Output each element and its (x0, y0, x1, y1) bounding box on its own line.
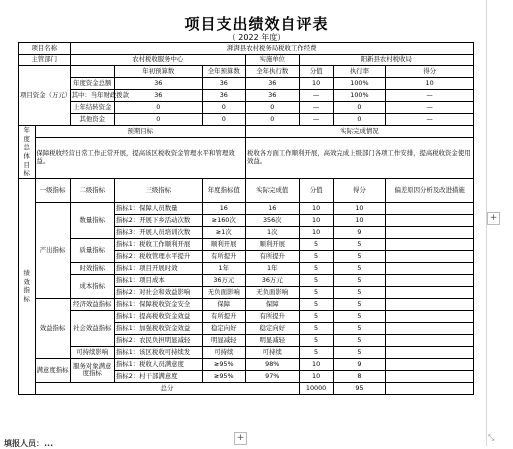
funds-cell: — (299, 102, 333, 114)
indicator-row (19, 202, 474, 214)
indicator-level2: 质量指标 (70, 238, 114, 262)
indicator-actual: 356次 (245, 214, 299, 226)
funds-cell: 0 (333, 102, 386, 114)
indicator-remark (386, 298, 474, 310)
total-weight: 10000 (299, 382, 333, 394)
indicator-row (19, 346, 474, 358)
table-resize-handle[interactable]: ⤡ (488, 433, 495, 442)
indicator-level2: 社会效益指标 (70, 310, 114, 346)
indicator-weight: 5 (299, 298, 333, 310)
indicator-level3: 指标1：项目成本 (114, 274, 202, 286)
funds-cell: 10 (386, 78, 474, 90)
indicator-score: 5 (333, 250, 386, 262)
indicator-level1: 效益指标 (35, 298, 70, 358)
indicator-col-header: 偏差原因分析及改进措施 (386, 178, 474, 202)
funds-cell: 36 (245, 90, 299, 102)
funds-cell: 0 (202, 114, 245, 126)
indicator-remark (386, 310, 474, 322)
indicator-remark (386, 226, 474, 238)
expected-goal-header: 预期目标 (35, 126, 245, 138)
indicator-weight: 5 (299, 286, 333, 298)
indicator-score: 9 (333, 358, 386, 370)
indicator-actual: 36万元 (245, 274, 299, 286)
dept-label: 主管部门 (19, 55, 71, 66)
funds-cell: — (299, 90, 333, 102)
info-section (19, 43, 474, 66)
indicator-level2: 数量指标 (70, 202, 114, 238)
indicator-level3: 指标1：提高税收资金效益 (114, 310, 202, 322)
indicator-weight: 5 (299, 310, 333, 322)
indicator-col-header: 一级指标 (35, 178, 70, 202)
add-column-button[interactable]: + (234, 432, 247, 445)
funds-col-header: 得分 (386, 66, 474, 78)
indicator-target: 稳定向好 (202, 322, 245, 334)
indicator-level2: 服务对象满意度指标 (70, 358, 114, 382)
indicator-score: 9 (333, 226, 386, 238)
indicator-side-label: 绩效指标 (19, 178, 36, 394)
indicator-score: 5 (333, 262, 386, 274)
indicator-target: 36万元 (202, 274, 245, 286)
funds-cell: — (386, 90, 474, 102)
indicator-score: 5 (333, 334, 386, 346)
funds-cell: 36 (245, 78, 299, 90)
funds-row-label: 其他资金 (70, 114, 114, 126)
funds-row (19, 78, 474, 90)
indicator-remark (386, 358, 474, 370)
indicator-remark (386, 238, 474, 250)
indicator-score: 5 (333, 346, 386, 358)
indicator-level3: 指标1：保障人员数量 (114, 202, 202, 214)
indicator-target: 无负面影响 (202, 286, 245, 298)
funds-col-header: 执行率 (333, 66, 386, 78)
indicator-level3: 指标2：村干部满意度 (114, 370, 202, 382)
indicator-level1: 满意度指标 (35, 358, 70, 382)
indicator-weight: 5 (299, 346, 333, 358)
indicator-target: ≥95% (202, 358, 245, 370)
impl-value: 阳新县农村税收局 (299, 55, 473, 66)
indicator-remark (386, 214, 474, 226)
indicator-weight: 5 (299, 262, 333, 274)
funds-cell: — (386, 102, 474, 114)
funds-col-header: 分值 (299, 66, 333, 78)
indicator-score: 5 (333, 274, 386, 286)
indicator-row (19, 310, 474, 322)
indicator-remark (386, 250, 474, 262)
doc-subtitle: （ 2022 年度） (227, 33, 286, 42)
funds-row (19, 102, 474, 114)
indicator-level3: 指标2：开展下乡活动次数 (114, 214, 202, 226)
indicator-weight: 5 (299, 274, 333, 286)
indicator-level3: 指标2：税收管理水平提升 (114, 250, 202, 262)
self-evaluation-table (18, 42, 474, 395)
indicator-level3: 指标1：项目开展时效 (114, 262, 202, 274)
indicator-level3: 指标1：税收人员满意度 (114, 358, 202, 370)
funds-label: 项目资金（万元） (19, 66, 71, 126)
indicator-remark (386, 334, 474, 346)
funds-cell: 0 (114, 114, 202, 126)
indicator-score: 5 (333, 322, 386, 334)
indicator-actual: 97% (245, 370, 299, 382)
funds-row-label: 年度资金总额 (70, 78, 114, 90)
indicator-target: 明显减轻 (202, 334, 245, 346)
indicator-actual: 1年 (245, 262, 299, 274)
indicator-weight: 10 (299, 202, 333, 214)
indicator-weight: 10 (299, 370, 333, 382)
indicator-level2: 可持续影响 (70, 346, 114, 358)
goal-section (19, 126, 474, 179)
indicator-remark (386, 274, 474, 286)
total-remark (386, 382, 474, 394)
indicator-level3: 指标1：该区税收可持续发 (114, 346, 202, 358)
indicator-col-header: 年度指标值 (202, 178, 245, 202)
funds-blank-cell (70, 66, 114, 78)
indicator-target: 16 (202, 202, 245, 214)
indicator-actual: 保障 (245, 298, 299, 310)
funds-cell: 10 (299, 78, 333, 90)
indicator-target: ≥1次 (202, 226, 245, 238)
indicator-score: 5 (333, 310, 386, 322)
doc-title: 项目支出绩效自评表 (184, 15, 329, 33)
indicator-target: 顺利开展 (202, 238, 245, 250)
indicator-score: 8 (333, 370, 386, 382)
indicator-remark (386, 346, 474, 358)
indicator-section (19, 178, 474, 394)
indicator-level3: 指标1：税收工作顺利开展 (114, 238, 202, 250)
expected-goal-text: 保障税收经营日常工作正常开展，提高该区税收资金管理水平和管理效益。 (35, 138, 245, 179)
funds-row-label: 上年结转资金 (70, 102, 114, 114)
indicator-level2: 成本指标 (70, 274, 114, 298)
funds-cell: 36 (114, 78, 202, 90)
indicator-row (19, 298, 474, 310)
indicator-col-header: 三级指标 (114, 178, 202, 202)
indicator-weight: 5 (299, 334, 333, 346)
funds-cell: 100% (333, 90, 386, 102)
indicator-col-header: 二级指标 (70, 178, 114, 202)
indicator-weight: 10 (299, 226, 333, 238)
indicator-remark (386, 370, 474, 382)
indicator-remark (386, 322, 474, 334)
indicator-target: ≥95% (202, 370, 245, 382)
funds-cell: 0 (245, 114, 299, 126)
funds-cell: — (299, 114, 333, 126)
indicator-level3: 指标1：保障税收资金安全 (114, 298, 202, 310)
funds-col-header: 全年预算数 (202, 66, 245, 78)
indicator-remark (386, 286, 474, 298)
indicator-level1: 产出指标 (35, 202, 70, 298)
indicator-col-header: 得分 (333, 178, 386, 202)
impl-label: 实施单位 (245, 55, 299, 66)
add-row-button[interactable]: + (487, 212, 500, 225)
funds-row-label: 其中：当年财政拨款 (70, 90, 114, 102)
indicator-target: 有所提升 (202, 310, 245, 322)
indicator-weight: 5 (299, 322, 333, 334)
total-score: 95 (333, 382, 386, 394)
indicator-row (19, 274, 474, 286)
goal-side-label: 年度总体目标 (19, 126, 36, 179)
indicator-actual: 16 (245, 202, 299, 214)
indicator-row (19, 358, 474, 370)
indicator-level3: 指标2：对社会和效益影响 (114, 286, 202, 298)
indicator-target: 1年 (202, 262, 245, 274)
indicator-target: 保障 (202, 298, 245, 310)
indicator-actual: 可持续 (245, 346, 299, 358)
indicator-target: 有所提升 (202, 250, 245, 262)
funds-section (19, 66, 474, 126)
funds-cell: 0 (114, 102, 202, 114)
indicator-col-header: 分值 (299, 178, 333, 202)
indicator-actual: 98% (245, 358, 299, 370)
funds-cell: 36 (114, 90, 202, 102)
actual-goal-text: 税收各方面工作顺利开展，高效完成上级部门各项工作安排，提高税收资金使用效益。 (245, 138, 473, 179)
indicator-col-header: 实际完成值 (245, 178, 299, 202)
funds-cell: 36 (202, 78, 245, 90)
indicator-level3: 指标1：加强税收资金效益 (114, 322, 202, 334)
indicator-remark (386, 202, 474, 214)
funds-row (19, 90, 474, 102)
indicator-weight: 10 (299, 358, 333, 370)
funds-col-header: 全年执行数 (245, 66, 299, 78)
indicator-target: ≥160次 (202, 214, 245, 226)
funds-row (19, 114, 474, 126)
indicator-score: 5 (333, 238, 386, 250)
total-label: 总分 (35, 382, 299, 394)
indicator-actual: 有所提升 (245, 250, 299, 262)
indicator-actual: 顺利开展 (245, 238, 299, 250)
project-name-label: 项目名称 (19, 43, 71, 55)
indicator-weight: 10 (299, 214, 333, 226)
funds-cell: 0 (202, 102, 245, 114)
project-name-value: 湃湃县农村税务局税收工作经费 (70, 43, 473, 55)
indicator-score: 10 (333, 202, 386, 214)
indicator-actual: 稳定向好 (245, 322, 299, 334)
indicator-score: 5 (333, 286, 386, 298)
indicator-weight: 5 (299, 238, 333, 250)
dept-value: 农村税收服务中心 (70, 55, 245, 66)
funds-cell: 36 (202, 90, 245, 102)
indicator-row (19, 262, 474, 274)
funds-col-header: 年初预算数 (114, 66, 202, 78)
indicator-actual: 明显减轻 (245, 334, 299, 346)
indicator-actual: 1次 (245, 226, 299, 238)
funds-cell: 0 (333, 114, 386, 126)
indicator-row (19, 238, 474, 250)
actual-goal-header: 实际完成情况 (245, 126, 473, 138)
indicator-level3: 指标3：开展人员培训次数 (114, 226, 202, 238)
indicator-remark (386, 262, 474, 274)
indicator-level2: 经济效益指标 (70, 298, 114, 310)
indicator-level3: 指标2：农民负担明显减轻 (114, 334, 202, 346)
footer-fragment: 填报人员：... (4, 439, 54, 448)
indicator-score: 5 (333, 298, 386, 310)
indicator-actual: 有所提升 (245, 310, 299, 322)
indicator-score: 10 (333, 214, 386, 226)
indicator-weight: 5 (299, 250, 333, 262)
indicator-level2: 时效指标 (70, 262, 114, 274)
indicator-actual: 无负面影响 (245, 286, 299, 298)
funds-cell: — (386, 114, 474, 126)
indicator-target: 可持续 (202, 346, 245, 358)
funds-cell: 0 (245, 102, 299, 114)
funds-cell: 100% (333, 78, 386, 90)
